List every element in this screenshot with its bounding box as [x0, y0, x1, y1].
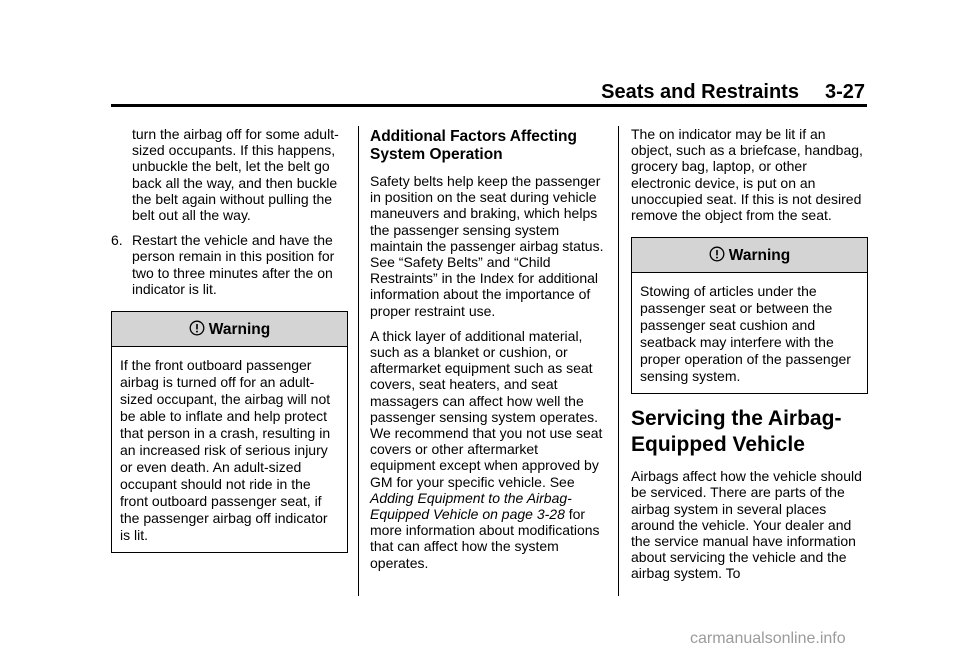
column-divider: [358, 126, 359, 596]
warning-box: [631, 237, 868, 394]
page-number: 3-27: [824, 81, 865, 103]
watermark: carmanualsonline.info: [690, 630, 846, 647]
section-heading: Additional Factors Affecting System Operation: [370, 128, 577, 163]
column-middle: [370, 126, 607, 580]
paragraph: Safety belts help keep the passenger in position on the seat during vehicle maneuvers and braking, which helps the passenger sensing system maintain the passenger airbag status. See “Safety Belts” and “Child Restraints” in the Index for additional information about the importance of proper restraint use.: [370, 173, 604, 319]
warning-text: Stowing of articles under the passenger seat or between the passenger seat cushion and seatback may interfere with the proper operation of the passenger sensing system.: [640, 283, 851, 385]
cross-reference-link[interactable]: Adding Equipment to the Airbag-Equipped Vehicle on page 3-28: [370, 489, 572, 523]
step-6: [111, 232, 348, 297]
warning-icon: [189, 320, 205, 336]
paragraph: The on indicator may be lit if an object, such as a briefcase, handbag, grocery bag, laptop, or other electronic device, is put on an unoccupied seat. If this is not desired remove the object from the seat.: [631, 126, 863, 224]
warning-icon: [709, 246, 725, 262]
warning-box: [111, 311, 348, 553]
column-right: [631, 126, 868, 591]
step-number: 6.: [111, 232, 123, 249]
warning-header: [112, 312, 347, 347]
warning-header: [632, 238, 867, 273]
column-left: [111, 126, 348, 565]
step-text: Restart the vehicle and have the person remain in this position for two to three minutes after the on indicator is lit.: [132, 232, 335, 297]
warning-title: Warning: [208, 321, 271, 339]
paragraph-text: for more information about modifications that can affect how the system operates.: [370, 506, 600, 571]
section-heading: Servicing the Airbag-Equipped Vehicle: [631, 407, 842, 457]
page-header: [560, 80, 865, 104]
warning-text: If the front outboard passenger airbag is turned off for an adult-sized occupant, the airbag will not be able to inflate and help protect that person in a crash, resulting in an increased risk of serious injury or even death. An adult-sized occupant should not ride in the front outboard passenger seat, if the passenger airbag off indicator is lit.: [120, 357, 331, 544]
paragraph: Airbags affect how the vehicle should be serviced. There are parts of the airbag system in several places around the vehicle. Your dealer and the service manual have information about servicing the vehicle and the airbag system. To: [631, 468, 862, 582]
paragraph: [370, 328, 607, 571]
column-divider: [618, 126, 619, 596]
paragraph-text: A thick layer of additional material, such as a blanket or cushion, or aftermarket equipment such as seat covers, seat heaters, and seat massagers can affect how well the passenger sensing system operates. We recommend that you not use seat covers or other aftermarket equipment except when approved by GM for your specific vehicle. See: [370, 327, 603, 490]
header-rule: [111, 104, 867, 107]
warning-title: Warning: [728, 247, 791, 265]
step-continuation: turn the airbag off for some adult-sized occupants. If this happens, unbuckle the belt, let the belt go back all the way, and then buckle the belt again without pulling the belt out all the way.: [132, 126, 339, 224]
section-title: Seats and Restraints: [601, 81, 799, 103]
